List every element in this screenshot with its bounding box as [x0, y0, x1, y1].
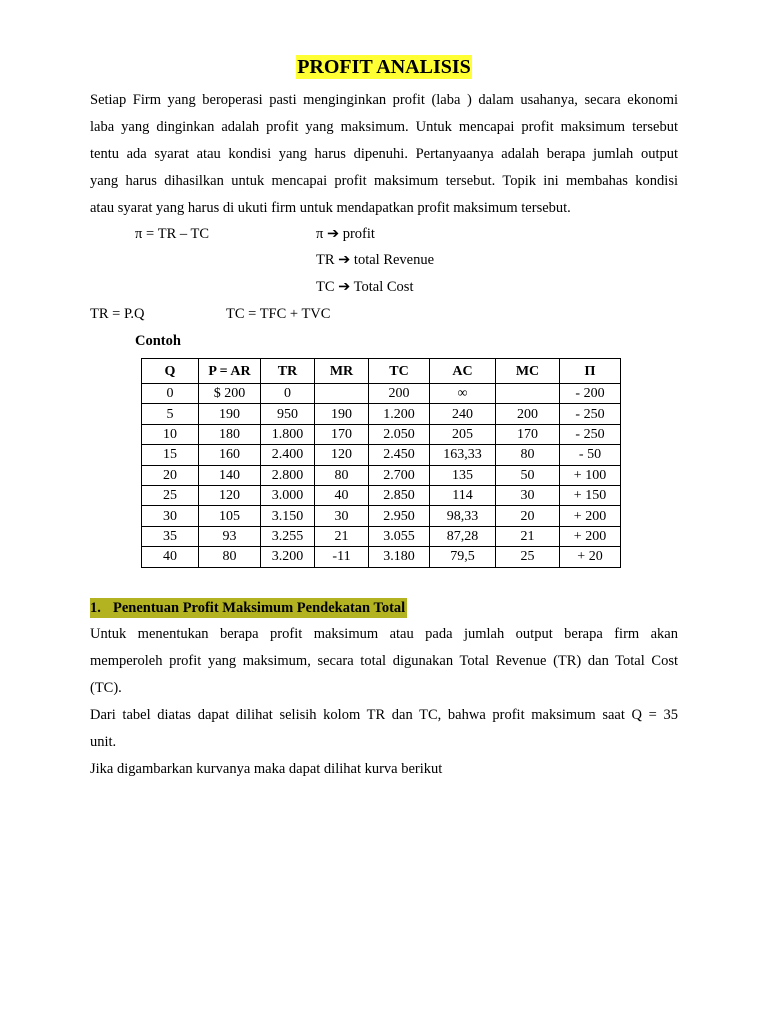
tr-equation: TR = P.Q — [90, 306, 145, 322]
table-cell: - 250 — [560, 424, 621, 444]
table-cell: 2.700 — [369, 465, 430, 485]
table-cell: 80 — [199, 547, 261, 567]
table-cell: 10 — [142, 424, 199, 444]
header-cell: MR — [315, 359, 369, 384]
table-row — [142, 506, 621, 526]
table-cell: 3.055 — [369, 526, 430, 546]
table-cell: - 250 — [560, 404, 621, 424]
table-cell: 21 — [315, 526, 369, 546]
table-cell: + 150 — [560, 485, 621, 505]
table-cell: 98,33 — [430, 506, 496, 526]
table-cell: 163,33 — [430, 445, 496, 465]
header-cell: TC — [369, 359, 430, 384]
table-cell: 87,28 — [430, 526, 496, 546]
table-cell: -11 — [315, 547, 369, 567]
table-row — [142, 424, 621, 444]
definition-profit: π ➔ profit — [316, 226, 375, 242]
table-cell: 5 — [142, 404, 199, 424]
table-cell: 35 — [142, 526, 199, 546]
profit-equation: π = TR – TC — [135, 226, 210, 242]
section-title: Penentuan Profit Maksimum Pendekatan Total — [113, 600, 406, 616]
table-row — [142, 465, 621, 485]
table-cell: 240 — [430, 404, 496, 424]
table-cell: 200 — [496, 404, 560, 424]
section-number: 1. — [90, 600, 101, 616]
table-cell: 15 — [142, 445, 199, 465]
table-cell: 0 — [142, 384, 199, 404]
table-cell — [496, 384, 560, 404]
section-line: unit. — [90, 734, 117, 750]
table-cell: 205 — [430, 424, 496, 444]
table-cell: 105 — [199, 506, 261, 526]
table-cell: + 100 — [560, 465, 621, 485]
table-cell: 80 — [315, 465, 369, 485]
table-row — [142, 547, 621, 567]
table-row — [142, 404, 621, 424]
table-cell: 40 — [142, 547, 199, 567]
table-cell: 25 — [496, 547, 560, 567]
table-cell: 180 — [199, 424, 261, 444]
table-cell: 2.450 — [369, 445, 430, 465]
header-cell: Π — [560, 359, 621, 384]
table-cell: - 50 — [560, 445, 621, 465]
table-cell: + 200 — [560, 506, 621, 526]
tc-equation: TC = TFC + TVC — [226, 306, 331, 322]
section-line: (TC). — [90, 680, 122, 696]
table-cell: 135 — [430, 465, 496, 485]
table-cell: 21 — [496, 526, 560, 546]
table-cell: 20 — [496, 506, 560, 526]
table-row — [142, 384, 621, 404]
table-cell: 170 — [315, 424, 369, 444]
table-cell: 3.200 — [261, 547, 315, 567]
table-cell: ∞ — [430, 384, 496, 404]
intro-line: laba yang dinginkan adalah profit yang maksimum. Untuk mencapai profit maksimum tersebut — [90, 119, 678, 135]
table-row — [142, 526, 621, 546]
table-cell: 120 — [315, 445, 369, 465]
table-cell: 950 — [261, 404, 315, 424]
table-cell: 140 — [199, 465, 261, 485]
table-cell: 40 — [315, 485, 369, 505]
table-cell: 2.950 — [369, 506, 430, 526]
table-row — [142, 485, 621, 505]
section-line: Jika digambarkan kurvanya maka dapat dilihat kurva berikut — [90, 761, 443, 777]
section-line: Dari tabel diatas dapat dilihat selisih kolom TR dan TC, bahwa profit maksimum saat Q = 35 — [90, 707, 678, 723]
table-cell: 80 — [496, 445, 560, 465]
table-cell: 30 — [496, 485, 560, 505]
table-cell: + 200 — [560, 526, 621, 546]
table-row — [142, 445, 621, 465]
intro-line: atau syarat yang harus di ukuti firm untuk mendapatkan profit maksimum tersebut. — [90, 200, 571, 216]
section-heading — [90, 598, 407, 618]
table-cell: 3.180 — [369, 547, 430, 567]
table-cell: 25 — [142, 485, 199, 505]
table-cell — [315, 384, 369, 404]
section-line: Untuk menentukan berapa profit maksimum atau pada jumlah output berapa firm akan — [90, 626, 678, 642]
header-cell: P = AR — [199, 359, 261, 384]
table-cell: 2.850 — [369, 485, 430, 505]
profit-table — [141, 358, 621, 568]
intro-line: yang harus dihasilkan untuk mencapai profit maksimum tersebut. Topik ini membahas kondisi — [90, 173, 678, 189]
table-cell: 3.000 — [261, 485, 315, 505]
header-cell: AC — [430, 359, 496, 384]
table-cell: 1.800 — [261, 424, 315, 444]
table-cell: 79,5 — [430, 547, 496, 567]
header-cell: Q — [142, 359, 199, 384]
header-cell: TR — [261, 359, 315, 384]
table-cell: 114 — [430, 485, 496, 505]
header-cell: MC — [496, 359, 560, 384]
table-cell: 30 — [315, 506, 369, 526]
table-cell: 190 — [315, 404, 369, 424]
table-cell: 2.800 — [261, 465, 315, 485]
table-cell: 3.255 — [261, 526, 315, 546]
intro-line: Setiap Firm yang beroperasi pasti menginginkan profit (laba ) dalam usahanya, secara ekonomi — [90, 92, 678, 108]
section-body — [90, 621, 678, 783]
intro-line: tentu ada syarat atau kondisi yang harus dipenuhi. Pertanyaanya adalah berapa jumlah output — [90, 146, 678, 162]
table-cell: 190 — [199, 404, 261, 424]
table-cell: 120 — [199, 485, 261, 505]
table-cell: 30 — [142, 506, 199, 526]
table-cell: + 20 — [560, 547, 621, 567]
table-cell: 2.050 — [369, 424, 430, 444]
table-cell: 93 — [199, 526, 261, 546]
definition-tr: TR ➔ total Revenue — [316, 252, 435, 268]
table-cell: 200 — [369, 384, 430, 404]
table-header-row — [142, 359, 621, 384]
table-cell: 160 — [199, 445, 261, 465]
table-cell: 1.200 — [369, 404, 430, 424]
table-cell: $ 200 — [199, 384, 261, 404]
table-cell: 2.400 — [261, 445, 315, 465]
table-cell: 170 — [496, 424, 560, 444]
table-cell: 3.150 — [261, 506, 315, 526]
table-cell: 0 — [261, 384, 315, 404]
intro-paragraph — [90, 87, 678, 222]
table-cell: 50 — [496, 465, 560, 485]
title-wrap — [0, 55, 768, 79]
table-cell: 20 — [142, 465, 199, 485]
table-cell: - 200 — [560, 384, 621, 404]
section-line: memperoleh profit yang maksimum, secara total digunakan Total Revenue (TR) dan Total Cost — [90, 653, 678, 669]
example-label: Contoh — [135, 333, 181, 349]
table-body — [142, 384, 621, 568]
definition-tc: TC ➔ Total Cost — [316, 279, 414, 295]
document-title: PROFIT ANALISIS — [297, 56, 471, 78]
